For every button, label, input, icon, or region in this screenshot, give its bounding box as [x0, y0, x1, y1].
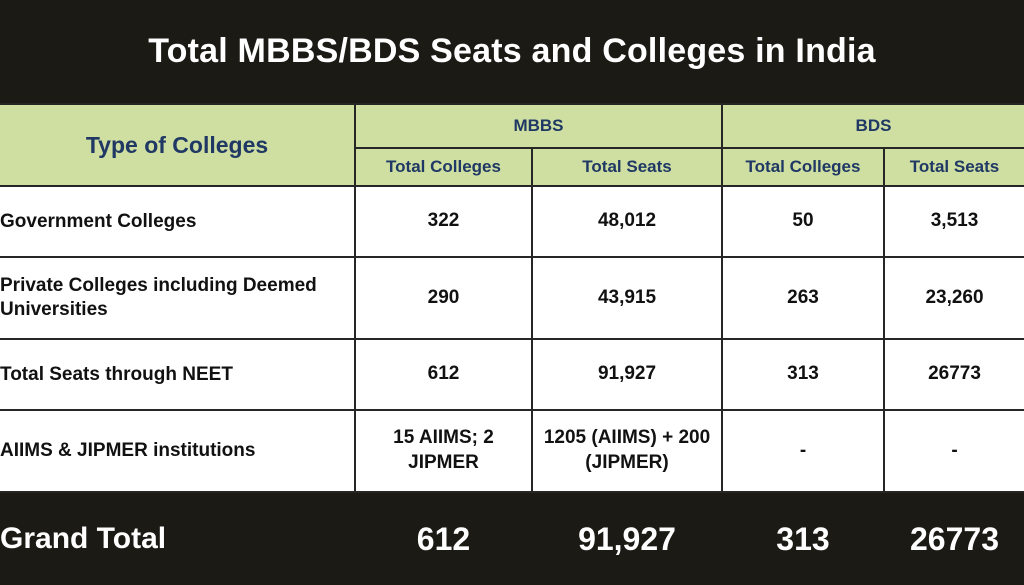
- grand-total-bds-seats: 26773: [884, 492, 1024, 585]
- table-row: [0, 339, 1024, 410]
- header-bds-total-seats: Total Seats: [884, 148, 1024, 186]
- table-row: [0, 186, 1024, 257]
- cell-private-mbbs-colleges: 290: [355, 257, 532, 339]
- page-title: Total MBBS/BDS Seats and Colleges in India: [148, 31, 876, 70]
- row-label-private-colleges: Private Colleges including Deemed Universities: [0, 257, 355, 339]
- cell-aiims-bds-colleges: -: [722, 410, 884, 492]
- table-row: [0, 257, 1024, 339]
- grand-total-mbbs-colleges: 612: [355, 492, 532, 585]
- table-row: [0, 410, 1024, 492]
- cell-government-mbbs-seats: 48,012: [532, 186, 722, 257]
- row-label-total-seats-neet: Total Seats through NEET: [0, 339, 355, 410]
- cell-government-bds-seats: 3,513: [884, 186, 1024, 257]
- cell-private-mbbs-seats: 43,915: [532, 257, 722, 339]
- header-type-of-colleges: Type of Colleges: [0, 104, 355, 186]
- seats-table: [0, 103, 1024, 585]
- cell-neet-mbbs-seats: 91,927: [532, 339, 722, 410]
- cell-aiims-mbbs-colleges: 15 AIIMS; 2 JIPMER: [355, 410, 532, 492]
- grand-total-row: [0, 492, 1024, 585]
- table-header-group-row: [0, 104, 1024, 148]
- cell-neet-bds-colleges: 313: [722, 339, 884, 410]
- cell-private-bds-seats: 23,260: [884, 257, 1024, 339]
- grand-total-label: Grand Total: [0, 492, 355, 585]
- title-bar: [0, 0, 1024, 103]
- table-body: [0, 186, 1024, 585]
- cell-private-bds-colleges: 263: [722, 257, 884, 339]
- cell-aiims-bds-seats: -: [884, 410, 1024, 492]
- row-label-aiims-jipmer: AIIMS & JIPMER institutions: [0, 410, 355, 492]
- table-head: [0, 104, 1024, 186]
- header-group-mbbs: MBBS: [355, 104, 722, 148]
- cell-neet-mbbs-colleges: 612: [355, 339, 532, 410]
- header-mbbs-total-colleges: Total Colleges: [355, 148, 532, 186]
- header-group-bds: BDS: [722, 104, 1024, 148]
- row-label-government-colleges: Government Colleges: [0, 186, 355, 257]
- header-mbbs-total-seats: Total Seats: [532, 148, 722, 186]
- cell-neet-bds-seats: 26773: [884, 339, 1024, 410]
- grand-total-mbbs-seats: 91,927: [532, 492, 722, 585]
- cell-government-bds-colleges: 50: [722, 186, 884, 257]
- cell-government-mbbs-colleges: 322: [355, 186, 532, 257]
- header-bds-total-colleges: Total Colleges: [722, 148, 884, 186]
- grand-total-bds-colleges: 313: [722, 492, 884, 585]
- cell-aiims-mbbs-seats: 1205 (AIIMS) + 200 (JIPMER): [532, 410, 722, 492]
